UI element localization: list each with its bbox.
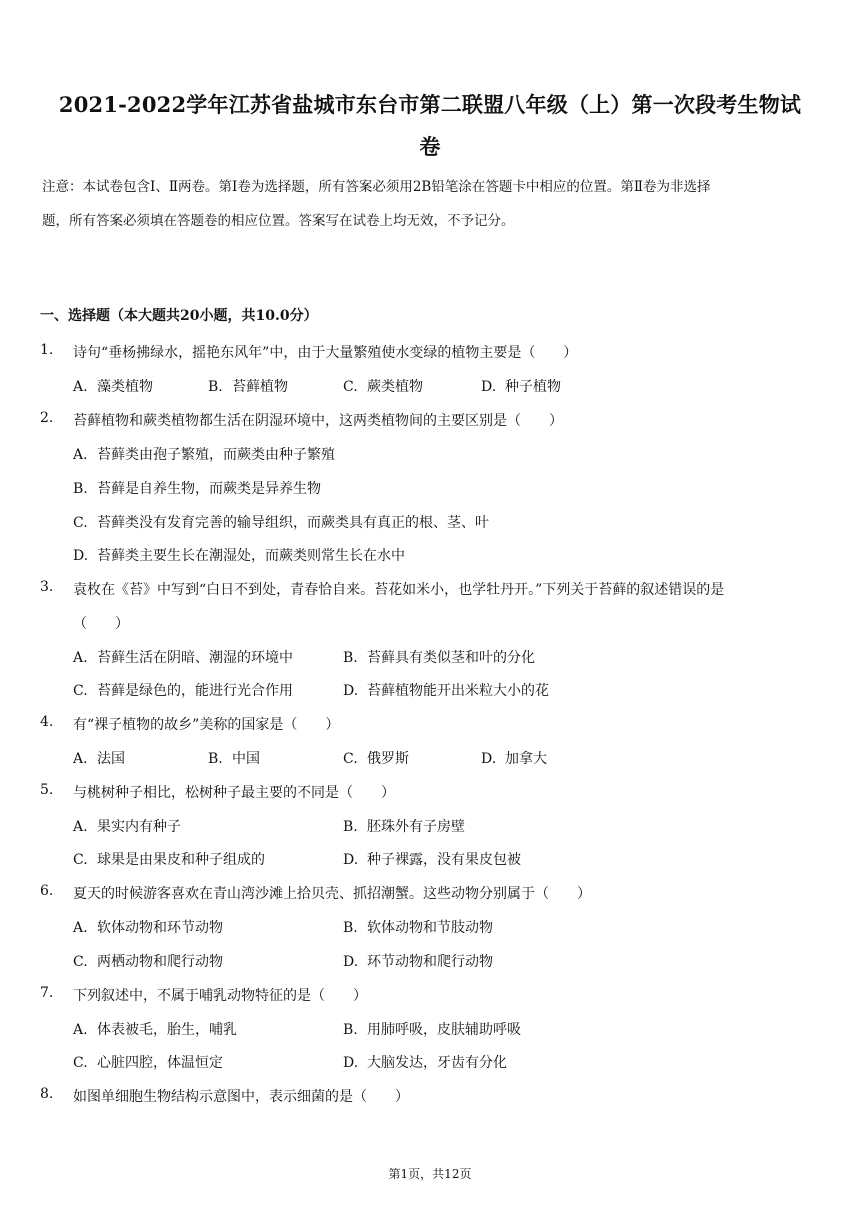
option-b[interactable]: B. 中国 bbox=[208, 751, 260, 767]
option-c[interactable]: C. 球果是由果皮和种子组成的 bbox=[73, 852, 265, 868]
exam-notice bbox=[42, 170, 822, 238]
option-c[interactable]: C. 蕨类植物 bbox=[343, 379, 423, 395]
page-title bbox=[40, 84, 820, 168]
option-b[interactable]: B. 苔藓植物 bbox=[208, 379, 288, 395]
question-stem: 诗句“垂杨拂绿水，摇艳东风年”中，由于大量繁殖使水变绿的植物主要是（ ） bbox=[73, 345, 578, 361]
question-number: 8. bbox=[40, 1086, 54, 1102]
option-a[interactable]: A. 苔藓生活在阴暗、潮湿的环境中 bbox=[73, 650, 293, 666]
question-stem: 袁枚在《苔》中写到“白日不到处，青春恰自来。苔花如米小，也学牡丹开。”下列关于苔藓的叙述错误的是 bbox=[73, 582, 725, 598]
option-a[interactable]: A. 法国 bbox=[73, 751, 125, 767]
option-c[interactable]: C. 苔藓类没有发育完善的输导组织，而蕨类具有真正的根、茎、叶 bbox=[73, 515, 489, 531]
question-number: 4. bbox=[40, 714, 54, 730]
option-b[interactable]: B. 苔藓是自养生物，而蕨类是异养生物 bbox=[73, 481, 321, 497]
page-number: 第1页，共12页 bbox=[388, 1167, 472, 1181]
option-d[interactable]: D. 环节动物和爬行动物 bbox=[343, 954, 493, 970]
option-b[interactable]: B. 用肺呼吸，皮肤辅助呼吸 bbox=[343, 1022, 521, 1038]
option-a[interactable]: A. 藻类植物 bbox=[73, 379, 153, 395]
question-number: 2. bbox=[40, 410, 54, 426]
title-line-2: 卷 bbox=[419, 134, 441, 159]
option-b[interactable]: B. 胚珠外有子房壁 bbox=[343, 819, 465, 835]
question-number: 3. bbox=[40, 579, 54, 595]
option-d[interactable]: D. 苔藓类主要生长在潮湿处，而蕨类则常生长在水中 bbox=[73, 548, 405, 564]
section-title: 一、选择题（本大题共20小题，共10.0分） bbox=[40, 308, 318, 324]
option-d[interactable]: D. 种子裸露，没有果皮包被 bbox=[343, 852, 521, 868]
option-c[interactable]: C. 俄罗斯 bbox=[343, 751, 409, 767]
answer-brackets: （ ） bbox=[73, 616, 129, 632]
question-stem: 夏天的时候游客喜欢在青山湾沙滩上拾贝壳、抓招潮蟹。这些动物分别属于（ ） bbox=[73, 886, 591, 902]
option-c[interactable]: C. 心脏四腔，体温恒定 bbox=[73, 1055, 223, 1071]
option-d[interactable]: D. 苔藓植物能开出米粒大小的花 bbox=[343, 683, 549, 699]
question-number: 1. bbox=[40, 342, 54, 358]
question-stem: 苔藓植物和蕨类植物都生活在阴湿环境中，这两类植物间的主要区别是（ ） bbox=[73, 413, 563, 429]
option-a[interactable]: A. 体表被毛，胎生，哺乳 bbox=[73, 1022, 237, 1038]
title-line-1: 2021-2022学年江苏省盐城市东台市第二联盟八年级（上）第一次段考生物试 bbox=[58, 92, 802, 117]
option-b[interactable]: B. 软体动物和节肢动物 bbox=[343, 920, 493, 936]
option-d[interactable]: D. 种子植物 bbox=[481, 379, 561, 395]
question-stem: 与桃树种子相比，松树种子最主要的不同是（ ） bbox=[73, 785, 395, 801]
question-number: 7. bbox=[40, 985, 54, 1001]
option-b[interactable]: B. 苔藓具有类似茎和叶的分化 bbox=[343, 650, 535, 666]
notice-line-1: 注意：本试卷包含Ⅰ、Ⅱ两卷。第Ⅰ卷为选择题，所有答案必须用2B铅笔涂在答题卡中相应的位置。第Ⅱ卷为非选择 bbox=[42, 179, 711, 195]
option-d[interactable]: D. 加拿大 bbox=[481, 751, 547, 767]
option-a[interactable]: A. 软体动物和环节动物 bbox=[73, 920, 223, 936]
question-stem: 有“裸子植物的故乡”美称的国家是（ ） bbox=[73, 717, 340, 733]
question-number: 6. bbox=[40, 883, 54, 899]
notice-line-2: 题，所有答案必须填在答题卷的相应位置。答案写在试卷上均无效，不予记分。 bbox=[42, 213, 515, 229]
option-a[interactable]: A. 苔藓类由孢子繁殖，而蕨类由种子繁殖 bbox=[73, 447, 335, 463]
option-a[interactable]: A. 果实内有种子 bbox=[73, 819, 181, 835]
option-d[interactable]: D. 大脑发达，牙齿有分化 bbox=[343, 1055, 507, 1071]
question-number: 5. bbox=[40, 782, 54, 798]
option-c[interactable]: C. 苔藓是绿色的，能进行光合作用 bbox=[73, 683, 293, 699]
option-c[interactable]: C. 两栖动物和爬行动物 bbox=[73, 954, 223, 970]
question-stem: 如图单细胞生物结构示意图中，表示细菌的是（ ） bbox=[73, 1089, 409, 1105]
question-stem: 下列叙述中，不属于哺乳动物特征的是（ ） bbox=[73, 988, 367, 1004]
